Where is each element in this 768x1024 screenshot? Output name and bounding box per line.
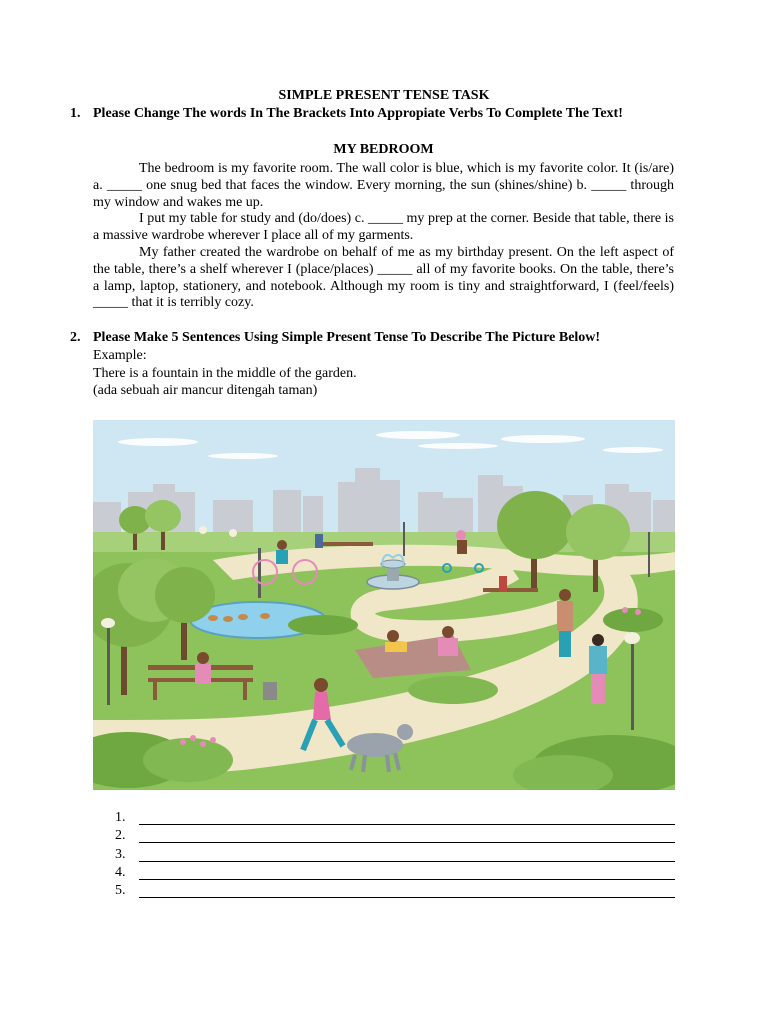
bedroom-text [93,161,674,312]
example-translation: (ada sebuah air mancur ditengah taman) [93,383,318,398]
answer-line[interactable] [139,842,675,843]
answer-line[interactable] [139,879,675,880]
answer-number: 4. [115,864,126,880]
text-subtitle: MY BEDROOM [333,142,434,157]
example-label: Example: [93,348,147,363]
trash-bin [263,682,277,700]
example-sentence: There is a fountain in the middle of the garden. [93,365,357,381]
example-block [93,348,674,401]
question-2 [70,330,674,347]
paragraph-1: The bedroom is my favorite room. The wall color is blue, which is my favorite color. It (is/are) a. _____ one snug bed that faces the window. Every morning, the sun (shines/shine) b. _____ through my window and wakes me up. [93,161,674,210]
answer-line[interactable] [139,824,675,825]
answer-row[interactable] [115,828,675,846]
question-2-number: 2. [70,330,81,345]
answer-row[interactable] [115,847,675,865]
answer-line[interactable] [139,897,675,898]
answer-number: 1. [115,810,126,825]
question-1-number: 1. [70,106,81,121]
answer-number: 5. [115,883,126,899]
paragraph-2: I put my table for study and (do/does) c. _____ my prep at the corner. Beside that table, there is a massive wardrobe wherever I place all of my garments. [93,211,674,244]
answer-row[interactable] [115,810,675,828]
answer-row[interactable] [115,883,675,901]
question-1-text: Please Change The words In The Brackets Into Appropiate Verbs To Complete The Text! [93,106,623,121]
worksheet-title: SIMPLE PRESENT TENSE TASK [278,88,490,103]
park-illustration [93,420,675,790]
park-illustration-svg [93,420,675,790]
answer-number: 2. [115,828,126,844]
answer-lines [115,810,675,901]
question-1 [70,106,674,123]
answer-line[interactable] [139,861,675,862]
answer-row[interactable] [115,865,675,883]
answer-number: 3. [115,846,126,862]
paragraph-3: My father created the wardrobe on behalf of me as my birthday present. On the left aspect of the table, there’s a shelf wherever I (place/places) _____ all of my favorite books. On the table, there’s a lamp, laptop, stationery, and notebook. Although my room is tiny and straightforward, I (feel/feels) _____ that it is terribly cozy. [93,244,674,311]
question-2-text: Please Make 5 Sentences Using Simple Present Tense To Describe The Picture Below! [93,330,601,345]
